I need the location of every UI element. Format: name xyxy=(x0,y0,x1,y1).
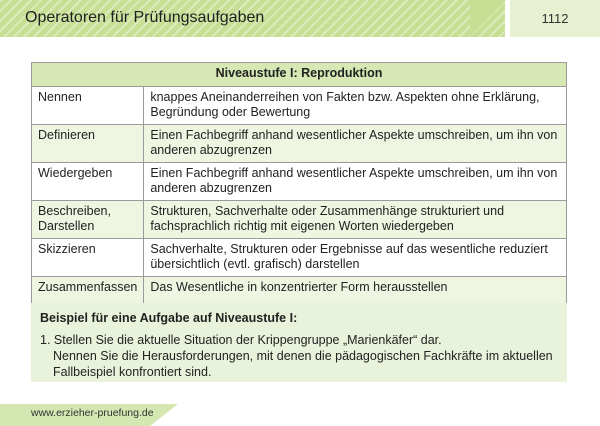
table-row xyxy=(32,277,567,304)
page-title: Operatoren für Prüfungsaufgaben xyxy=(25,9,265,26)
example-task-line-1: 1. Stellen Sie die aktuelle Situation der Krippengruppe „Marienkäfer“ dar. xyxy=(40,333,442,347)
footer-band-edge xyxy=(150,404,178,426)
description-cell: Einen Fachbegriff anhand wesentlicher Aspekte umschreiben, um ihn von anderen abzugrenzen xyxy=(144,125,567,163)
operator-cell: Skizzieren xyxy=(32,239,144,277)
example-task-line-3: Fallbeispiel konfrontiert sind. xyxy=(53,365,212,379)
example-title: Beispiel für eine Aufgabe auf Niveaustufe I: xyxy=(40,311,298,325)
operators-table xyxy=(31,62,567,304)
operator-cell: Zusammenfassen xyxy=(32,277,144,304)
table-row xyxy=(32,125,567,163)
table-heading: Niveaustufe I: Reproduktion xyxy=(32,63,567,87)
operator-cell: Beschreiben, Darstellen xyxy=(32,201,144,239)
example-task-line-2: Nennen Sie die Herausforderungen, mit denen die pädagogischen Fachkräfte im aktuellen xyxy=(53,349,553,363)
page-header xyxy=(0,0,600,37)
description-cell: Das Wesentliche in konzentrierter Form herausstellen xyxy=(144,277,567,304)
table-row xyxy=(32,201,567,239)
description-cell: Sachverhalte, Strukturen oder Ergebnisse auf das wesentliche reduziert übersichtlich (evtl. grafisch) darstellen xyxy=(144,239,567,277)
example-box xyxy=(31,303,567,382)
table-row xyxy=(32,163,567,201)
table-row xyxy=(32,239,567,277)
operator-cell: Definieren xyxy=(32,125,144,163)
description-cell: Strukturen, Sachverhalte oder Zusammenhänge strukturiert und fachsprachlich richtig mit eigenen Worten wiedergeben xyxy=(144,201,567,239)
footer-url[interactable]: www.erzieher-pruefung.de xyxy=(31,407,154,419)
operator-cell: Wiedergeben xyxy=(32,163,144,201)
operator-cell: Nennen xyxy=(32,87,144,125)
page-number: 1112 xyxy=(510,0,600,37)
description-cell: knappes Aneinanderreihen von Fakten bzw. Aspekten ohne Erklärung, Begründung oder Bewertung xyxy=(144,87,567,125)
description-cell: Einen Fachbegriff anhand wesentlicher Aspekte umschreiben, um ihn von anderen abzugrenzen xyxy=(144,163,567,201)
table-header-row xyxy=(32,63,567,87)
header-band-edge xyxy=(470,0,506,37)
table-row xyxy=(32,87,567,125)
